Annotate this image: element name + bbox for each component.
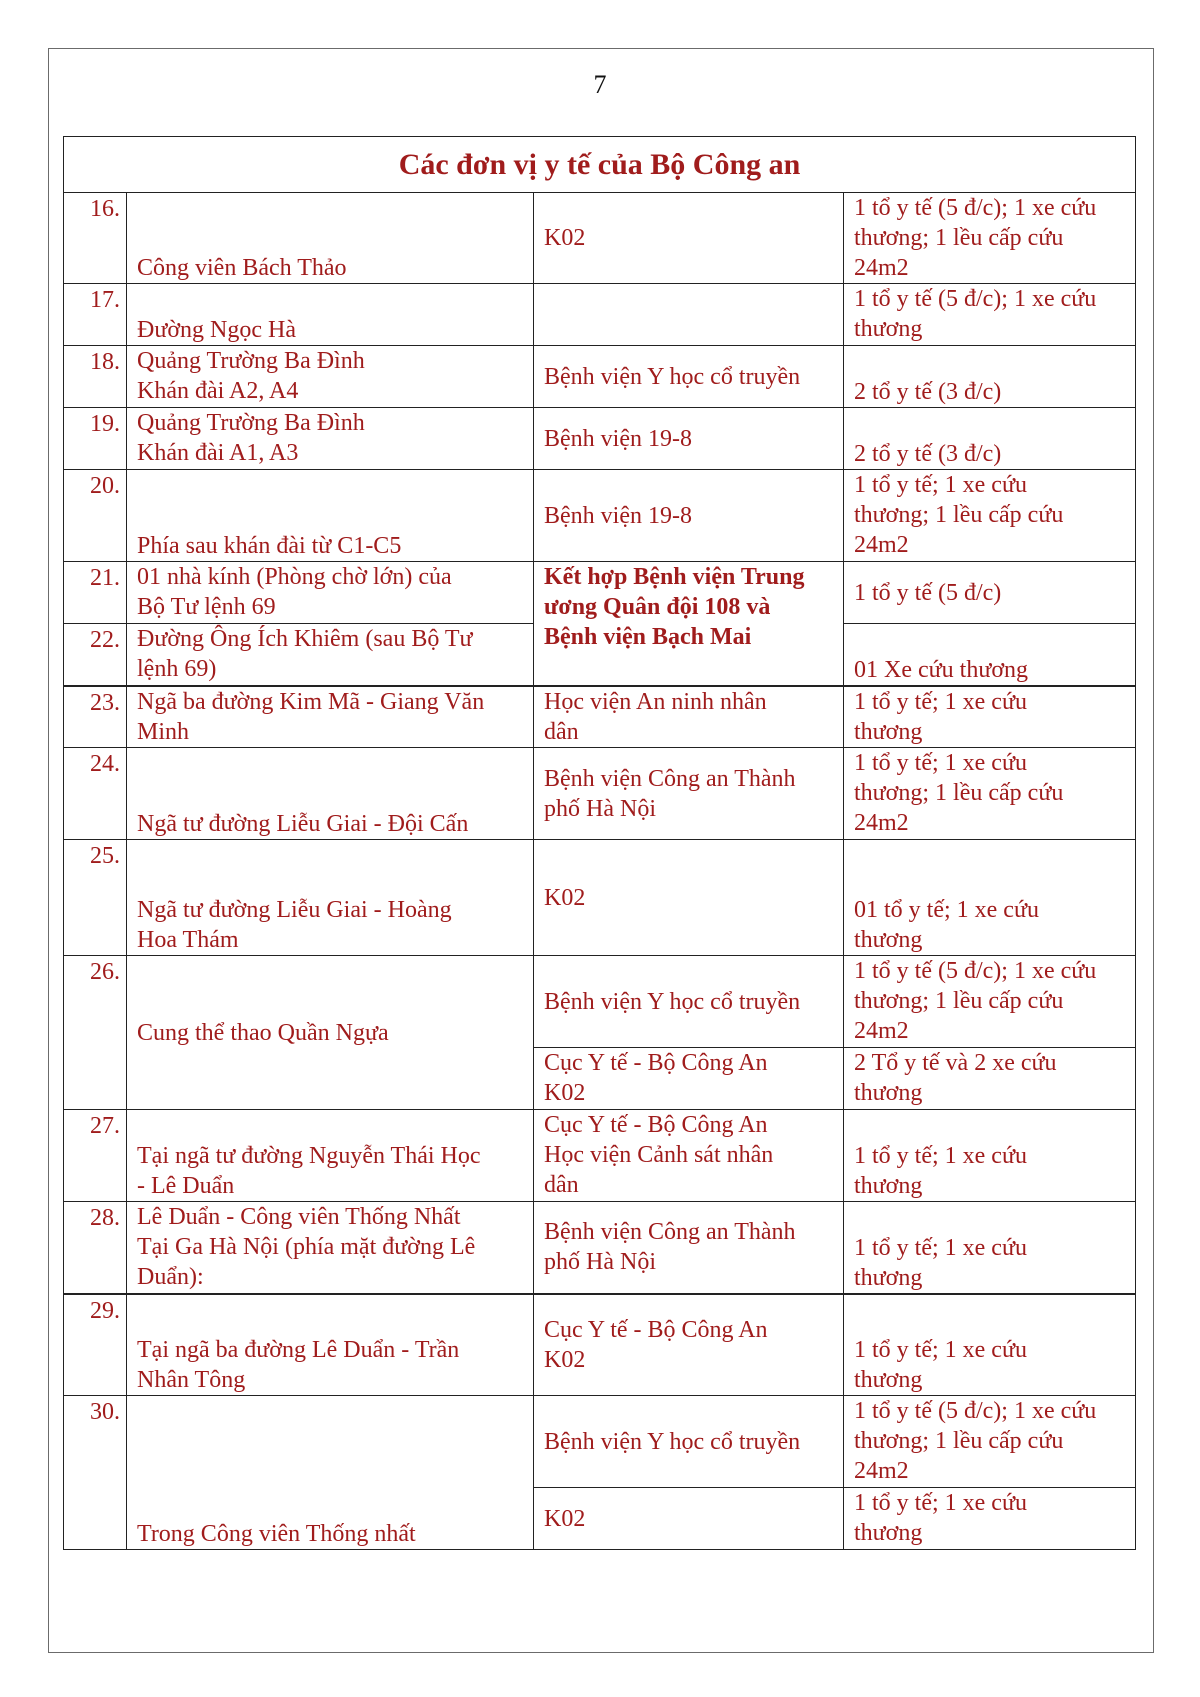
resources-cell: 01 tổ y tế; 1 xe cứu thương: [844, 840, 1136, 956]
location-cell: Đường Ông Ích Khiêm (sau Bộ Tư lệnh 69): [127, 624, 534, 686]
table-row: [64, 840, 1136, 956]
unit-cell: Cục Y tế - Bộ Công An Học viện Cảnh sát nhân dân: [534, 1110, 844, 1202]
table-row: [64, 562, 1136, 624]
unit-cell: K02: [534, 840, 844, 956]
unit-cell: Cục Y tế - Bộ Công An K02: [534, 1048, 844, 1110]
resources-cell: 1 tổ y tế; 1 xe cứu thương: [844, 1202, 1136, 1294]
row-number: 18.: [64, 346, 127, 408]
unit-cell: Học viện An ninh nhân dân: [534, 686, 844, 748]
row-number: 29.: [64, 1294, 127, 1396]
resources-cell: 1 tổ y tế (5 đ/c); 1 xe cứu thương; 1 lều cấp cứu 24m2: [844, 956, 1136, 1048]
location-cell: Quảng Trường Ba Đình Khán đài A1, A3: [127, 408, 534, 470]
unit-cell: Bệnh viện Công an Thành phố Hà Nội: [534, 748, 844, 840]
unit-cell: Bệnh viện Y học cổ truyền: [534, 346, 844, 408]
table-row: [64, 470, 1136, 562]
location-cell: Phía sau khán đài từ C1-C5: [127, 470, 534, 562]
resources-cell: 1 tổ y tế (5 đ/c); 1 xe cứu thương; 1 lều cấp cứu 24m2: [844, 1396, 1136, 1488]
unit-cell: Bệnh viện Công an Thành phố Hà Nội: [534, 1202, 844, 1294]
unit-cell: Bệnh viện 19-8: [534, 408, 844, 470]
resources-cell: 1 tổ y tế; 1 xe cứu thương: [844, 1488, 1136, 1550]
row-number: 23.: [64, 686, 127, 748]
table-row: [64, 284, 1136, 346]
resources-cell: 1 tổ y tế (5 đ/c): [844, 562, 1136, 624]
row-number: 26.: [64, 956, 127, 1110]
table-title-row: [64, 137, 1136, 193]
row-number: 19.: [64, 408, 127, 470]
section-title: Các đơn vị y tế của Bộ Công an: [64, 137, 1136, 193]
row-number: 28.: [64, 1202, 127, 1294]
table-row: [64, 1110, 1136, 1202]
resources-cell: 1 tổ y tế; 1 xe cứu thương; 1 lều cấp cứu 24m2: [844, 748, 1136, 840]
resources-cell: 1 tổ y tế (5 đ/c); 1 xe cứu thương: [844, 284, 1136, 346]
row-number: 16.: [64, 193, 127, 284]
row-number: 21.: [64, 562, 127, 624]
table-row: [64, 1396, 1136, 1488]
resources-cell: 1 tổ y tế; 1 xe cứu thương: [844, 1294, 1136, 1396]
location-cell: Ngã tư đường Liễu Giai - Hoàng Hoa Thám: [127, 840, 534, 956]
row-number: 30.: [64, 1396, 127, 1550]
unit-cell: K02: [534, 1488, 844, 1550]
unit-cell: K02: [534, 193, 844, 284]
row-number: 17.: [64, 284, 127, 346]
resources-cell: 1 tổ y tế; 1 xe cứu thương; 1 lều cấp cứu 24m2: [844, 470, 1136, 562]
resources-cell: 2 Tổ y tế và 2 xe cứu thương: [844, 1048, 1136, 1110]
table-row: [64, 193, 1136, 284]
location-cell: Đường Ngọc Hà: [127, 284, 534, 346]
medical-units-table: [63, 136, 1136, 1550]
location-cell: Công viên Bách Thảo: [127, 193, 534, 284]
resources-cell: 1 tổ y tế; 1 xe cứu thương: [844, 1110, 1136, 1202]
resources-cell: 1 tổ y tế (5 đ/c); 1 xe cứu thương; 1 lều cấp cứu 24m2: [844, 193, 1136, 284]
location-cell: Cung thể thao Quần Ngựa: [127, 956, 534, 1110]
table-row: [64, 408, 1136, 470]
row-number: 27.: [64, 1110, 127, 1202]
location-cell: Tại ngã ba đường Lê Duẩn - Trần Nhân Tông: [127, 1294, 534, 1396]
table-row: [64, 346, 1136, 408]
location-cell: Lê Duẩn - Công viên Thống Nhất Tại Ga Hà Nội (phía mặt đường Lê Duẩn):: [127, 1202, 534, 1294]
resources-cell: 01 Xe cứu thương: [844, 624, 1136, 686]
unit-cell: Bệnh viện 19-8: [534, 470, 844, 562]
row-number: 25.: [64, 840, 127, 956]
row-number: 20.: [64, 470, 127, 562]
table-row: [64, 686, 1136, 748]
location-cell: 01 nhà kính (Phòng chờ lớn) của Bộ Tư lệnh 69: [127, 562, 534, 624]
unit-cell: [534, 284, 844, 346]
row-number: 24.: [64, 748, 127, 840]
location-cell: Ngã ba đường Kim Mã - Giang Văn Minh: [127, 686, 534, 748]
resources-cell: 2 tổ y tế (3 đ/c): [844, 346, 1136, 408]
location-cell: Trong Công viên Thống nhất: [127, 1396, 534, 1550]
table-row: [64, 1294, 1136, 1396]
resources-cell: 1 tổ y tế; 1 xe cứu thương: [844, 686, 1136, 748]
location-cell: Ngã tư đường Liễu Giai - Đội Cấn: [127, 748, 534, 840]
location-cell: Quảng Trường Ba Đình Khán đài A2, A4: [127, 346, 534, 408]
resources-cell: 2 tổ y tế (3 đ/c): [844, 408, 1136, 470]
unit-cell: Kết hợp Bệnh viện Trung ương Quân đội 108 và Bệnh viện Bạch Mai: [534, 562, 844, 686]
unit-cell: Bệnh viện Y học cổ truyền: [534, 1396, 844, 1488]
page-number: 7: [593, 70, 607, 99]
table-row: [64, 748, 1136, 840]
unit-cell: Bệnh viện Y học cổ truyền: [534, 956, 844, 1048]
row-number: 22.: [64, 624, 127, 686]
table-row: [64, 956, 1136, 1048]
unit-cell: Cục Y tế - Bộ Công An K02: [534, 1294, 844, 1396]
table-row: [64, 1202, 1136, 1294]
location-cell: Tại ngã tư đường Nguyễn Thái Học - Lê Duẩn: [127, 1110, 534, 1202]
